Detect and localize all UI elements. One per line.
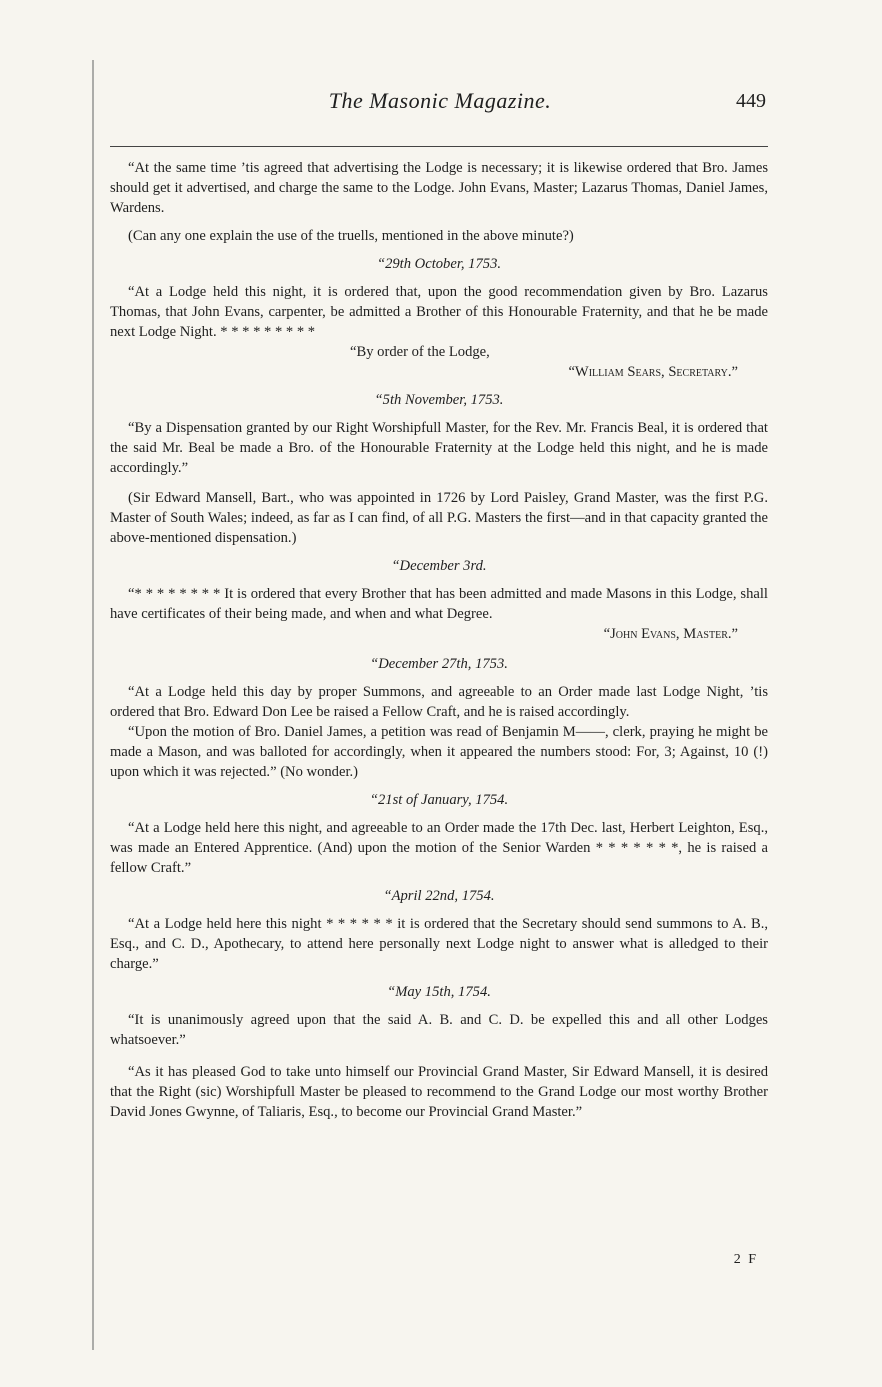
signature-mark: 2 F — [733, 1252, 758, 1267]
dateline: “21st of January, 1754. — [369, 792, 509, 808]
paragraph: (Sir Edward Mansell, Bart., who was appointed in 1726 by Lord Paisley, Grand Master, was the first P.G. Master of South Wales; indeed, as far as I can find, of all P.G. Masters the first—and in that capacity granted the above-mentioned dispensation.) — [110, 490, 768, 546]
dateline: “December 27th, 1753. — [370, 656, 508, 672]
paragraph: “At a Lodge held here this night * * * * * * it is ordered that the Secretary should send summons to A. B., Esq., and C. D., Apothecary, to attend here personally next Lodge night to answer what is alledged to their charge.” — [110, 916, 768, 972]
paragraph: “It is unanimously agreed upon that the said A. B. and C. D. be expelled this and all other Lodges whatsoever.” — [110, 1012, 768, 1048]
paragraph: (Can any one explain the use of the truells, mentioned in the above minute?) — [128, 228, 574, 244]
dateline: “April 22nd, 1754. — [383, 888, 495, 904]
paragraph: “At a Lodge held this night, it is ordered that, upon the good recommendation given by Bro. Lazarus Thomas, that John Evans, carpenter, be admitted a Brother of this Honourable Fraternity, and that he be made next Lodge Night. * * * * * * * * * — [110, 284, 768, 340]
running-header — [110, 88, 770, 128]
signature-master: “John Evans, Master.” — [603, 626, 738, 642]
article-body — [110, 158, 768, 1122]
paragraph: “At a Lodge held here this night, and agreeable to an Order made the 17th Dec. last, Herbert Leighton, Esq., was made an Entered Apprentice. (And) upon the motion of the Senior Warden * * * * * * *, he is raised a fellow Craft.” — [110, 820, 768, 876]
paragraph: “As it has pleased God to take unto himself our Provincial Grand Master, Sir Edward Mansell, it is desired that the Right (sic) Worshipfull Master be pleased to recommend to the Grand Lodge our most worthy Brother David Jones Gwynne, of Taliaris, Esq., to become our Provincial Grand Master.” — [110, 1064, 768, 1120]
dateline: “December 3rd. — [391, 558, 487, 574]
binding-edge — [92, 60, 94, 1350]
paragraph: “* * * * * * * * It is ordered that every Brother that has been admitted and made Masons in this Lodge, shall have certificates of their being made, and when and what Degree. — [110, 586, 768, 622]
magazine-title: The Masonic Magazine. — [328, 88, 552, 113]
dateline: “May 15th, 1754. — [387, 984, 491, 1000]
paragraph: “By a Dispensation granted by our Right Worshipfull Master, for the Rev. Mr. Francis Beal, it is ordered that the said Mr. Beal be made a Bro. of the Honourable Fraternity at the Lodge held this night, and he is made accordingly.” — [110, 420, 768, 476]
header-rule — [110, 146, 768, 147]
dateline: “5th November, 1753. — [374, 392, 504, 408]
signature-secretary: “William Sears, Secretary.” — [568, 364, 738, 380]
paragraph: “Upon the motion of Bro. Daniel James, a petition was read of Benjamin M——, clerk, praying he might be made a Mason, and was balloted for accordingly, when it appeared the numbers stood: For, 3; Against, 10 (!) upon which it was rejected.” (No wonder.) — [110, 724, 768, 780]
dateline: “29th October, 1753. — [376, 256, 502, 272]
paragraph: “At a Lodge held this day by proper Summons, and agreeable to an Order made last Lodge Night, ’tis ordered that Bro. Edward Don Lee be raised a Fellow Craft, and he is raised accordingly. — [110, 684, 768, 720]
page-number: 449 — [736, 90, 766, 112]
paragraph: “At the same time ’tis agreed that advertising the Lodge is necessary; it is likewise ordered that Bro. James should get it advertised, and charge the same to the Lodge. John Evans, Master; Lazarus Thomas, Daniel James, Wardens. — [110, 160, 768, 216]
signature-line: “By order of the Lodge, — [350, 344, 490, 360]
